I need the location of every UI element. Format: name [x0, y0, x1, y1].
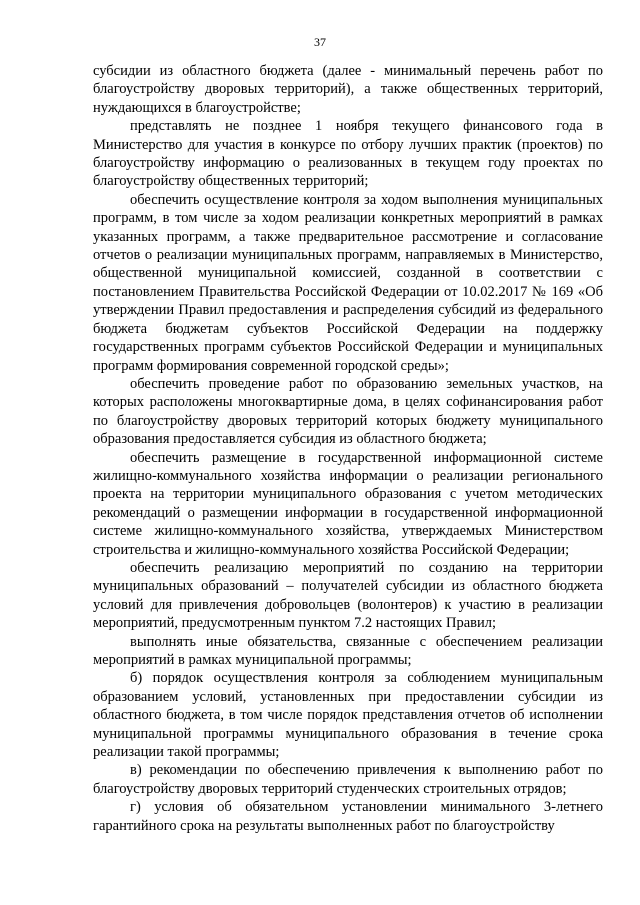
paragraph-item-v: в) рекомендации по обеспечению привлечения к выполнению работ по благоустройству дворовых территорий студенческих строительных отрядов; [93, 762, 603, 797]
paragraph-item-g: г) условия об обязательном установлении минимального 3-летнего гарантийного срока на результаты выполненных работ по благоустройству [93, 799, 603, 834]
paragraph: обеспечить проведение работ по образованию земельных участков, на которых расположены многоквартирные дома, в целях софинансирования работ по благоустройству дворовых территорий которых бюджету муниципального образования предоставляется субсидия из областного бюджета; [93, 375, 603, 448]
paragraph: обеспечить реализацию мероприятий по созданию на территории муниципальных образований – получателей субсидии из областного бюджета условий для привлечения добровольцев (волонтеров) к участию в реализации мероприятий, предусмотренным пунктом 7.2 настоящих Правил; [93, 559, 603, 632]
paragraph-item-b: б) порядок осуществления контроля за соблюдением муниципальным образованием условий, установленных при предоставлении субсидии из областного бюджета, в том числе порядок представления отчетов об исполнении муниципальной программы муниципального образования в течение срока реализации такой программы; [93, 670, 603, 761]
paragraph: обеспечить осуществление контроля за ходом выполнения муниципальных программ, в том числе за ходом реализации конкретных мероприятий в рамках указанных программ, а также предварительное рассмотрение и согласование отчетов о реализации муниципальных программ, направляемых в Министерство, общественной муниципальной комиссией, созданной в соответствии с постановлением Правительства Российской Федерации от 10.02.2017 № 169 «Об утверждении Правил предоставления и распределения субсидий из федерального бюджета бюджетам субъектов Российской Федерации на поддержку государственных программ субъектов Российской Федерации и муниципальных программ формирования современной городской среды»; [93, 191, 603, 374]
paragraph-continuation: субсидии из областного бюджета (далее - минимальный перечень работ по благоустройству дворовых территорий), а также общественных территорий, нуждающихся в благоустройстве; [93, 63, 603, 116]
body-text [93, 62, 603, 835]
page-number: 37 [314, 35, 326, 49]
paragraph: выполнять иные обязательства, связанные с обеспечением реализации мероприятий в рамках муниципальной программы; [93, 633, 603, 668]
paragraph: представлять не позднее 1 ноября текущего финансового года в Министерство для участия в конкурсе по отбору лучших практик (проектов) по благоустройству информацию о реализованных в текущем году проектах по благоустройству общественных территорий; [93, 118, 603, 190]
paragraph: обеспечить размещение в государственной информационной системе жилищно-коммунального хозяйства информации о реализации регионального проекта на территории муниципального образования с учетом методических рекомендаций о размещении информации в государственной информационной системе жилищно-коммунального хозяйства, утверждаемых Министерством строительства и жилищно-коммунального хозяйства Российской Федерации; [93, 449, 603, 558]
